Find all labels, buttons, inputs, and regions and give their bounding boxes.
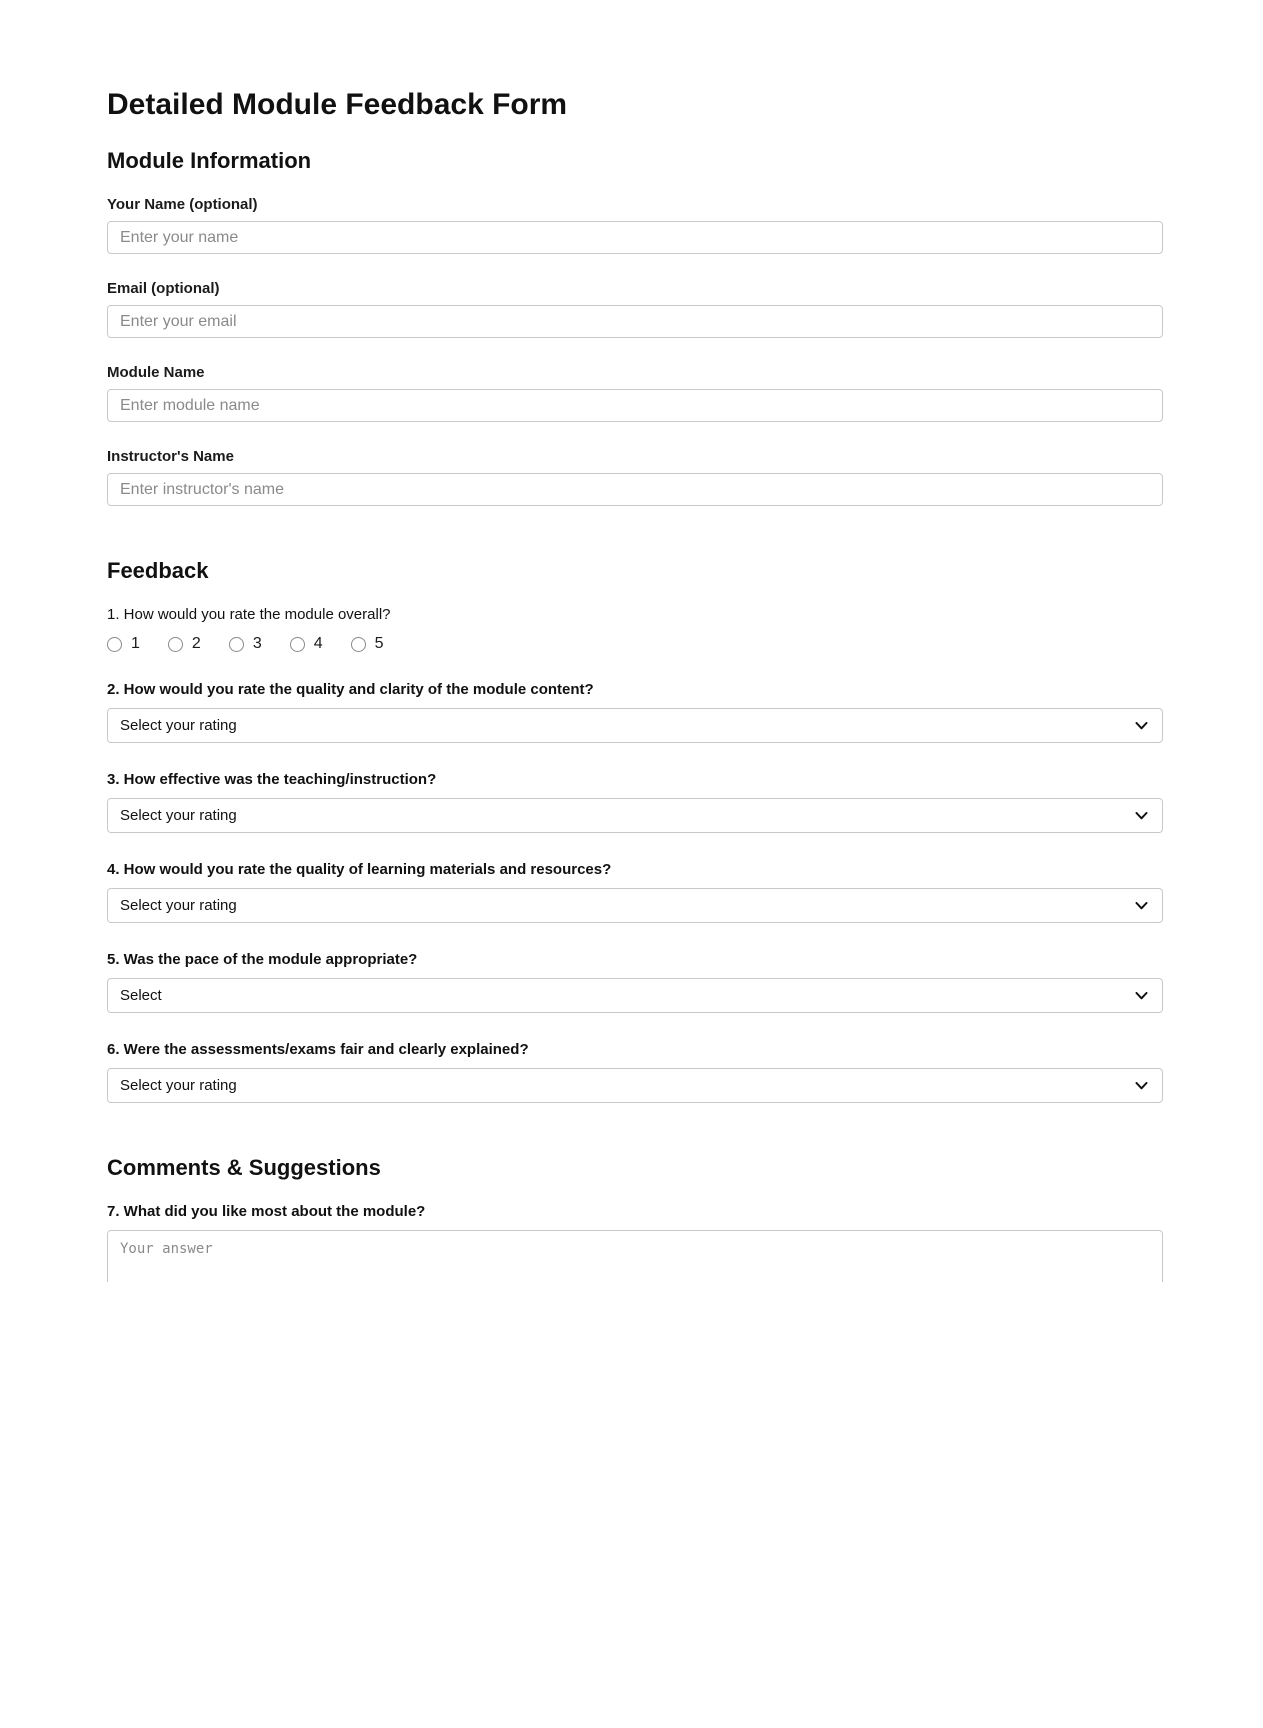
section-feedback <box>107 558 1163 1103</box>
rating-option-3[interactable] <box>229 635 262 653</box>
question-pace <box>107 951 1163 1013</box>
question-assessments-fairness <box>107 1041 1163 1103</box>
email-input[interactable] <box>107 305 1163 338</box>
rating-radio-4-label: 4 <box>313 635 323 652</box>
rating-option-1[interactable] <box>107 635 140 653</box>
question-materials-quality <box>107 861 1163 923</box>
question-teaching-effectiveness <box>107 771 1163 833</box>
liked-most-textarea[interactable] <box>107 1230 1163 1282</box>
feedback-heading: Feedback <box>107 558 209 583</box>
module-name-label: Module Name <box>107 364 205 381</box>
question-liked-most <box>107 1203 1163 1282</box>
rating-radio-4[interactable] <box>290 637 305 652</box>
rating-radio-2[interactable] <box>168 637 183 652</box>
teaching-effectiveness-label: 3. How effective was the teaching/instruction? <box>107 771 437 788</box>
liked-most-textarea-clip <box>107 1230 1163 1282</box>
overall-rating-label: 1. How would you rate the module overall? <box>107 606 391 623</box>
instructor-name-label: Instructor's Name <box>107 448 234 465</box>
rating-radio-5[interactable] <box>351 637 366 652</box>
assessments-fairness-label: 6. Were the assessments/exams fair and clearly explained? <box>107 1041 529 1058</box>
section-comments-suggestions <box>107 1155 1163 1282</box>
rating-radio-1[interactable] <box>107 637 122 652</box>
page-title: Detailed Module Feedback Form <box>107 88 568 121</box>
pace-select[interactable] <box>107 978 1163 1013</box>
field-instructor-name <box>107 448 1163 506</box>
materials-quality-label: 4. How would you rate the quality of learning materials and resources? <box>107 861 612 878</box>
your-name-label: Your Name (optional) <box>107 196 258 213</box>
rating-radio-3[interactable] <box>229 637 244 652</box>
field-your-name <box>107 196 1163 254</box>
question-content-quality <box>107 681 1163 743</box>
materials-quality-select[interactable] <box>107 888 1163 923</box>
email-label: Email (optional) <box>107 280 220 297</box>
rating-radio-1-label: 1 <box>131 635 140 652</box>
your-name-input[interactable] <box>107 221 1163 254</box>
field-module-name <box>107 364 1163 422</box>
assessments-fairness-select[interactable] <box>107 1068 1163 1103</box>
rating-radio-2-label: 2 <box>191 635 201 652</box>
rating-radio-3-label: 3 <box>252 635 262 652</box>
comments-suggestions-heading: Comments & Suggestions <box>107 1155 381 1180</box>
rating-option-4[interactable] <box>290 635 323 653</box>
instructor-name-input[interactable] <box>107 473 1163 506</box>
module-name-input[interactable] <box>107 389 1163 422</box>
liked-most-label: 7. What did you like most about the module? <box>107 1203 426 1220</box>
pace-label: 5. Was the pace of the module appropriate? <box>107 951 418 968</box>
module-information-heading: Module Information <box>107 148 312 173</box>
question-overall-rating <box>107 606 1163 653</box>
content-quality-select[interactable] <box>107 708 1163 743</box>
rating-option-2[interactable] <box>168 635 201 653</box>
content-quality-label: 2. How would you rate the quality and clarity of the module content? <box>107 681 594 698</box>
overall-rating-radio-group <box>107 635 1163 653</box>
teaching-effectiveness-select[interactable] <box>107 798 1163 833</box>
rating-option-5[interactable] <box>351 635 384 653</box>
section-module-information <box>107 148 1163 506</box>
rating-radio-5-label: 5 <box>374 635 384 652</box>
field-email <box>107 280 1163 338</box>
